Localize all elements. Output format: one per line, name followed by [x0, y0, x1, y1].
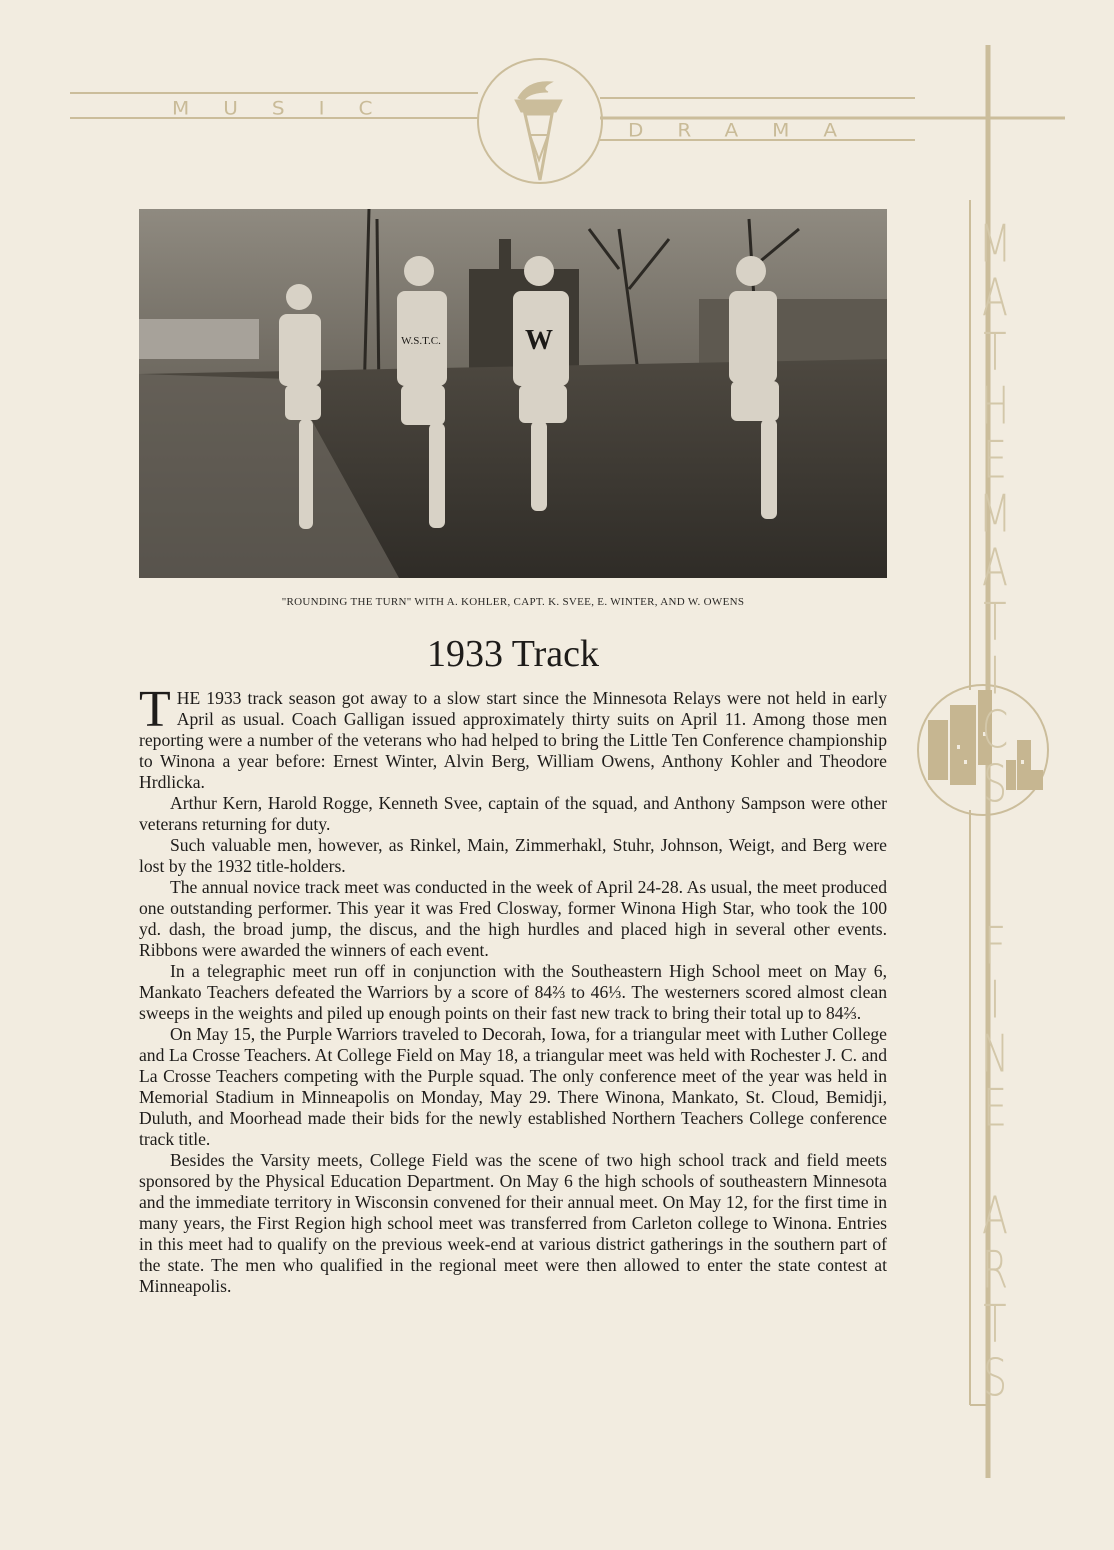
paragraph: [139, 681, 887, 793]
paragraph-text: HE 1933 track season got away to a slow start since the Minnesota Relays were not held in early April as usual. Coach Galligan issued approximately thirty suits on April 11. Among those men reporting were a number of the veterans who had helped to bring the Little Ten Conference championship to Winona a year before: Ernest Winter, Alvin Berg, William Owens, Anthony Kohler and Theodore Hrdlicka.: [139, 688, 887, 792]
paragraph: Arthur Kern, Harold Rogge, Kenneth Svee, captain of the squad, and Anthony Sampson were other veterans returning for duty.: [139, 793, 887, 834]
jersey-letter: W: [525, 325, 553, 356]
paragraph: Such valuable men, however, as Rinkel, Main, Zimmerhakl, Stuhr, Johnson, Weigt, and Berg were lost by the 1932 title-holders.: [139, 835, 887, 876]
side-letter: R: [981, 1240, 1009, 1300]
jersey-text: W.S.T.C.: [401, 335, 441, 347]
side-letter: E: [982, 430, 1007, 490]
side-letter: A: [982, 268, 1008, 328]
side-letter: C: [981, 700, 1009, 760]
side-letter: T: [983, 1294, 1007, 1354]
side-letter: T: [983, 592, 1007, 652]
side-letter: S: [982, 754, 1008, 814]
track-photo: [139, 209, 887, 578]
page-title: 1933 Track: [426, 633, 600, 675]
side-letter: E: [982, 1078, 1007, 1138]
side-letter: M: [978, 484, 1012, 544]
side-letter: N: [980, 1024, 1010, 1084]
photo-caption: "ROUNDING THE TURN" WITH A. KOHLER, CAPT. K. SVEE, E. WINTER, AND W. OWENS: [281, 596, 745, 608]
side-letter: A: [982, 538, 1008, 598]
article-body: [139, 681, 887, 1297]
paragraph: On May 15, the Purple Warriors traveled to Decorah, Iowa, for a triangular meet with Luther College and La Crosse Teachers. At College Field on May 18, a triangular meet was held with Rochester J. C. and La Crosse Teachers competing with the Purple squad. The only conference meet of the year was held in Memorial Stadium in Minneapolis on Monday, May 29. There Winona, Mankato, St. Cloud, Bemidji, Duluth, and Moorhead made their bids for the newly established Northern Teachers College conference track title.: [139, 1024, 887, 1149]
paragraph: In a telegraphic meet run off in conjunction with the Southeastern High School meet on May 6, Mankato Teachers defeated the Warriors by a score of 84⅔ to 46⅓. The westerners scored almost clean sweeps in the weights and piled up enough points on their fast new track to bring their total up to 84⅔.: [139, 961, 887, 1023]
paragraph: Besides the Varsity meets, College Field was the scene of two high school track and field meets sponsored by the Physical Education Department. On May 6 the high schools of southeastern Minnesota and the immediate territory in Wisconsin convened for their annual meet. On May 12, for the first time in many years, the First Region high school meet was transferred from Carleton college to Winona. Entries in this meet had to qualify on the previous week-end at various district gatherings in the southern part of the state. The men who qualified in the regional meet were then allowed to enter the state contest at Minneapolis.: [139, 1150, 887, 1296]
side-letter: I: [989, 970, 1001, 1030]
drop-cap: T: [139, 681, 171, 738]
side-letter: H: [980, 376, 1010, 436]
paragraph: The annual novice track meet was conducted in the week of April 24-28. As usual, the meet produced one outstanding performer. This year it was Fred Closway, former Winona High Star, who took the 100 yd. dash, the broad jump, the discus, and the high hurdles and placed high in several other events. Ribbons were awarded the winners of each event.: [139, 877, 887, 960]
side-letter: S: [982, 1348, 1008, 1408]
side-letter: F: [984, 916, 1006, 976]
side-letter: A: [982, 1186, 1008, 1246]
side-letter: M: [978, 214, 1012, 274]
side-letter-column: [970, 214, 1020, 1408]
header-word-music: MUSIC: [172, 96, 407, 120]
side-letter: T: [983, 322, 1007, 382]
side-letter: I: [989, 646, 1001, 706]
header-word-drama: DRAMA: [628, 118, 872, 142]
